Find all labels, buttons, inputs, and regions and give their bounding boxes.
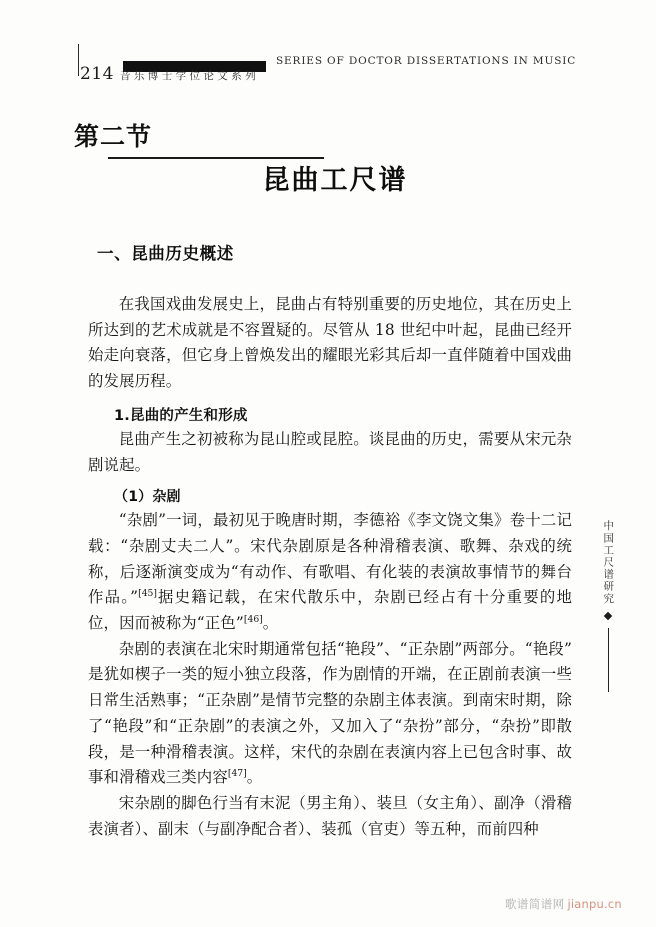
- paragraph-zaju-definition: [88, 508, 572, 637]
- footnote-ref-45: [45]: [138, 588, 157, 600]
- footnote-ref-46: [46]: [243, 613, 263, 625]
- text-run-a: 杂剧的表演在北宋时期通常包括“艳段”、“正杂剧”两部分。“艳段”是犹如楔子一类的短小独立段落，作为剧情的开端，在正剧前表演一些日常生活熟事；“正杂剧”是情节完整的杂剧主体表演。到南宋时期，除了“艳段”和“正杂剧”的表演之外，又加入了“杂扮”部分，“杂扮”即散段，是一种滑稽表演。这样，宋代的杂剧在表演内容上已包含时事、故事和滑稽戏三类内容: [88, 639, 572, 787]
- text-run-a: “杂剧”一词，最初见于晚唐时期，李德裕《李文饶文集》卷十二记载：“杂剧丈夫二人”。宋代杂剧原是各种滑稽表演、歌舞、杂戏的统称，后逐渐演变成为“有动作、有歌唱、有化装的表演故事情节的舞台作品。”: [88, 511, 572, 607]
- running-head: [78, 44, 578, 84]
- page-title: 昆曲工尺谱: [262, 165, 408, 196]
- paragraph-intro: 在我国戏曲发展史上，昆曲占有特别重要的历史地位，其在历史上所达到的艺术成就是不容置疑的。尽管从 18 世纪中叶起，昆曲已经开始走向衰落，但它身上曾焕发出的耀眼光彩其后却一直伴随着中国戏曲的发展历程。: [88, 295, 572, 391]
- body-column: [88, 292, 572, 842]
- footnote-ref-47: [47]: [227, 768, 247, 780]
- heading-level-3-zaju: （1）杂剧: [114, 489, 181, 506]
- page-number: 214: [80, 64, 114, 84]
- watermark-site-url: jianpu.cn: [567, 897, 622, 911]
- side-marginal: [596, 520, 620, 692]
- heading-level-2-origin: 1.昆曲的产生和形成: [114, 407, 248, 424]
- side-marginal-rule: [608, 628, 609, 692]
- section-number: 第二节: [74, 122, 153, 151]
- watermark: [505, 896, 622, 912]
- heading-level-1: 一、昆曲历史概述: [97, 244, 234, 263]
- text-run-c: 。: [262, 614, 279, 633]
- running-head-series-chinese: 音乐博士学位论文系列: [120, 70, 259, 82]
- watermark-site-name: 歌谱简谱网: [505, 897, 565, 911]
- diamond-marker-icon: [604, 611, 612, 619]
- side-marginal-label: 中国工尺谱研究: [602, 520, 615, 605]
- paragraph-origin: 昆曲产生之初被称为昆山腔或昆腔。谈昆曲的历史，需要从宋元杂剧说起。: [88, 429, 572, 474]
- text-run-b: 。: [246, 768, 263, 787]
- text-run-b: 据史籍记载，在宋代散乐中，杂剧已经占有十分重要的地位，因而被称为“正色”: [88, 588, 572, 633]
- running-head-series-english: SERIES OF DOCTOR DISSERTATIONS IN MUSIC: [276, 55, 577, 67]
- paragraph-zaju-performance: [88, 637, 572, 791]
- paragraph-role-types: 宋杂剧的脚色行当有末泥（男主角）、装旦（女主角）、副净（滑稽表演者）、副末（与副净配合者）、装孤（官吏）等五种，而前四种: [88, 793, 572, 838]
- running-head-vertical-rule: [78, 44, 79, 76]
